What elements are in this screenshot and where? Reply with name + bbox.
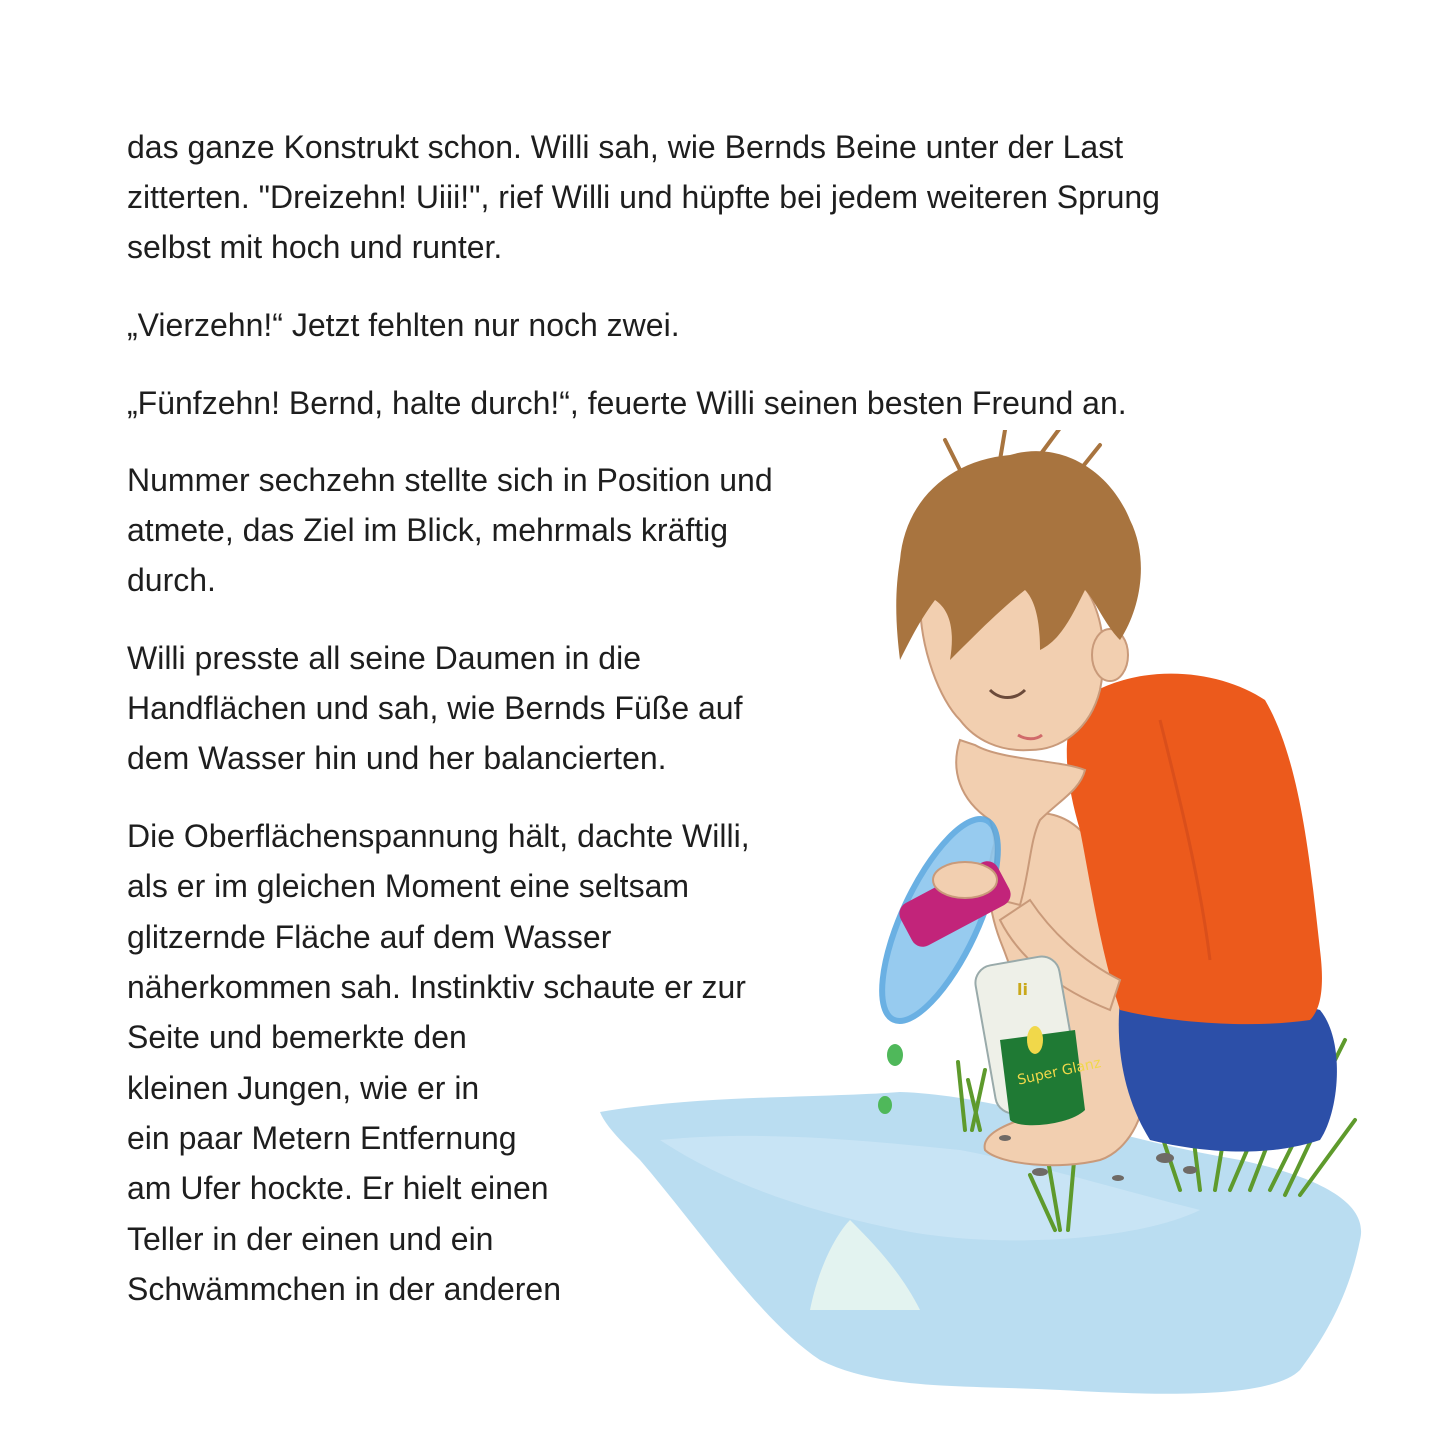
drip (878, 1096, 892, 1114)
text-line: Willi presste all seine Daumen in die (127, 640, 641, 676)
text-line: Teller in der einen und ein (127, 1221, 494, 1257)
text-line: „Fünfzehn! Bernd, halte durch!“, feuerte Willi seinen besten Freund an. (127, 385, 1127, 421)
text-line: Die Oberflächenspannung hält, dachte Willi, (127, 818, 750, 854)
boy-illustration (590, 430, 1390, 1430)
text-line: atmete, das Ziel im Blick, mehrmals kräftig (127, 512, 729, 548)
text-line: das ganze Konstrukt schon. Willi sah, wie Bernds Beine unter der Last (127, 129, 1124, 165)
drip (887, 1044, 903, 1066)
text-line: Nummer sechzehn stellte sich in Position und (127, 462, 773, 498)
text-line: als er im gleichen Moment eine seltsam (127, 868, 690, 904)
text-line: näherkommen sah. Instinktiv schaute er zur (127, 969, 746, 1005)
text-line: Seite und bemerkte den (127, 1019, 467, 1055)
text-line: glitzernde Fläche auf dem Wasser (127, 919, 612, 955)
text-line: zitterten. "Dreizehn! Uiii!", rief Willi und hüpfte bei jedem weiteren Sprung (127, 179, 1160, 215)
text-line: dem Wasser hin und her balancierten. (127, 740, 667, 776)
ear (1092, 629, 1128, 681)
text-line: „Vierzehn!“ Jetzt fehlten nur noch zwei. (127, 307, 680, 343)
bottle-label: Super Glanz (1015, 1055, 1103, 1089)
hand (933, 862, 997, 898)
text-line: durch. (127, 562, 216, 598)
text-line: ein paar Metern Entfernung (127, 1120, 517, 1156)
bottle-brand: li (1017, 980, 1028, 999)
text-line: Handflächen und sah, wie Bernds Füße auf (127, 690, 743, 726)
text-line: am Ufer hockte. Er hielt einen (127, 1170, 549, 1206)
text-line: Schwämmchen in der anderen (127, 1271, 562, 1307)
text-line: kleinen Jungen, wie er in (127, 1070, 480, 1106)
text-line: selbst mit hoch und runter. (127, 229, 503, 265)
